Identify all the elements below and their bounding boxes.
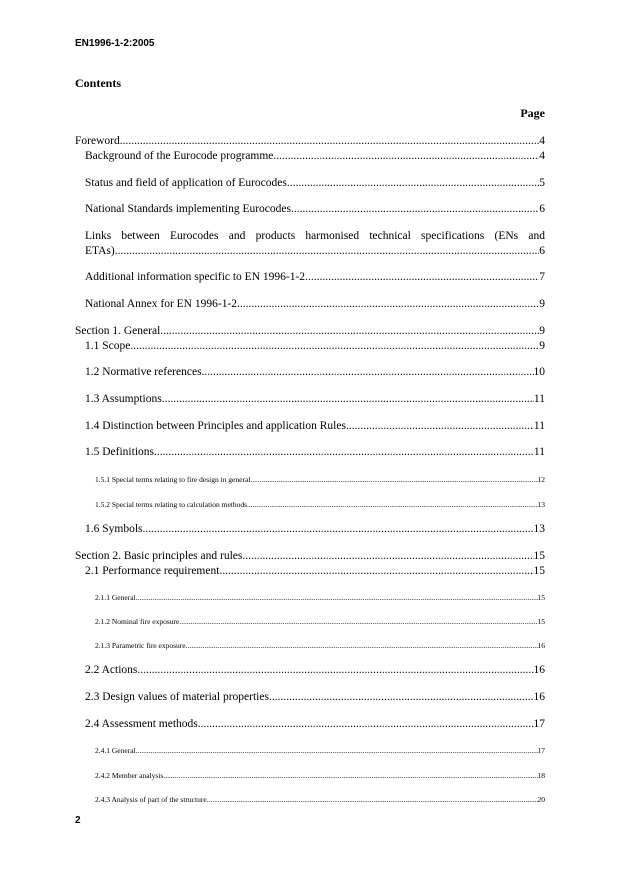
toc-entry-national-standards[interactable]: National Standards implementing Eurocodes ..... 6: [75, 204, 545, 216]
document-id-header: EN1996-1-2:2005: [75, 38, 155, 49]
toc-entry-2-4-2[interactable]: 2.4.2 Member analysis ..... 18: [75, 772, 545, 780]
toc-entry-1-5[interactable]: 1.5 Definitions ..... 11: [75, 447, 545, 459]
toc-entry-2-3[interactable]: 2.3 Design values of material properties ..... 16: [75, 692, 545, 704]
toc-entry-2-1-3[interactable]: 2.1.3 Parametric fire exposure ..... 16: [75, 642, 545, 650]
toc-entry-1-2[interactable]: 1.2 Normative references ..... 10: [75, 367, 545, 379]
toc-entry-links-line1: Links between Eurocodes and products harmonised technical specifications (ENs and: [85, 230, 545, 242]
toc-entry-2-1[interactable]: 2.1 Performance requirement ..... 15: [75, 566, 545, 578]
toc-entry-background[interactable]: Background of the Eurocode programme ..... 4: [75, 151, 545, 163]
toc-entry-status[interactable]: Status and field of application of Eurocodes ..... 5: [75, 178, 545, 190]
toc-entry-links-continued[interactable]: ETAs) ..... 6: [75, 246, 545, 258]
toc-entry-2-1-1[interactable]: 2.1.1 General ..... 15: [75, 594, 545, 602]
page-column-label: Page: [520, 106, 545, 120]
toc-entry-foreword[interactable]: Foreword ..... 4: [75, 136, 545, 148]
toc-entry-national-annex[interactable]: National Annex for EN 1996-1-2 ..... 9: [75, 299, 545, 311]
toc-entry-section-2[interactable]: Section 2. Basic principles and rules ..... 15: [75, 551, 545, 563]
contents-title: Contents: [75, 76, 122, 90]
toc-entry-1-3[interactable]: 1.3 Assumptions ..... 11: [75, 394, 545, 406]
page-number: 2: [75, 815, 81, 826]
toc-entry-additional-info[interactable]: Additional information specific to EN 1996-1-2 ..... 7: [75, 272, 545, 284]
toc-entry-2-4[interactable]: 2.4 Assessment methods ..... 17: [75, 719, 545, 731]
toc-entry-2-1-2[interactable]: 2.1.2 Nominal fire exposure ..... 15: [75, 618, 545, 626]
table-of-contents: [75, 0, 545, 877]
toc-entry-1-1[interactable]: 1.1 Scope ..... 9: [75, 341, 545, 353]
toc-entry-1-4[interactable]: 1.4 Distinction between Principles and application Rules ..... 11: [75, 421, 545, 433]
toc-entry-1-5-2[interactable]: 1.5.2 Special terms relating to calculation methods ..... 13: [75, 501, 545, 509]
toc-entry-section-1[interactable]: Section 1. General ..... 9: [75, 326, 545, 338]
toc-entry-links[interactable]: [85, 228, 545, 245]
toc-entry-2-4-1[interactable]: 2.4.1 General ..... 17: [75, 747, 545, 755]
toc-entry-2-4-3[interactable]: 2.4.3 Analysis of part of the structure ..... 20: [75, 796, 545, 804]
toc-entry-2-2[interactable]: 2.2 Actions ..... 16: [75, 665, 545, 677]
toc-entry-1-6[interactable]: 1.6 Symbols ..... 13: [75, 524, 545, 536]
toc-entry-1-5-1[interactable]: 1.5.1 Special terms relating to fire design in general ..... 12: [75, 476, 545, 484]
